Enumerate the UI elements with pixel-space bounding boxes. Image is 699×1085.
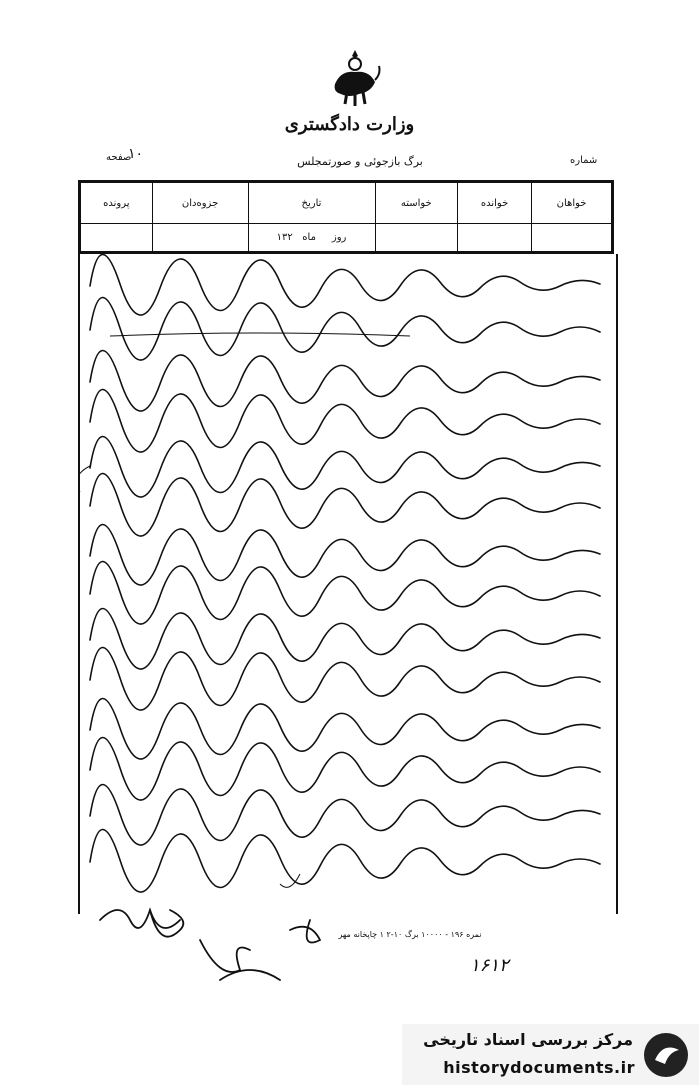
page-number: ۱۰ xyxy=(128,146,144,162)
case-info-table xyxy=(78,180,614,254)
date-cell xyxy=(248,224,375,252)
signature-scribbles xyxy=(90,880,410,1000)
ministry-title: وزارت دادگستری xyxy=(284,114,415,135)
handwritten-ref-number: ۱۶۱۲ xyxy=(470,955,509,976)
year-value: ۱۳۲ xyxy=(276,232,293,243)
handwriting-strokes xyxy=(80,254,616,914)
month-label: ماه xyxy=(302,232,316,243)
header-plaintiff: خواهان xyxy=(532,183,612,224)
header-folder: جزوه‌دان xyxy=(152,183,248,224)
watermark-fa: مرکز بررسی اسناد تاریخی xyxy=(423,1030,633,1049)
watermark xyxy=(402,1024,699,1085)
header-claim: خواسته xyxy=(375,183,458,224)
swirl-logo-icon xyxy=(641,1030,691,1080)
page-label: صفحه xyxy=(106,152,132,163)
watermark-en: historydocuments.ir xyxy=(443,1058,635,1077)
day-label: روز xyxy=(331,232,347,243)
header-case-file: پرونده xyxy=(81,183,153,224)
printer-info: نمره ۱۹۶ - ۱۰۰۰۰ برگ ۱۰-۲ ۱ چاپخانه مهر xyxy=(338,930,482,939)
header-date: تاریخ xyxy=(248,183,375,224)
sheet-label: شماره xyxy=(570,155,598,166)
lion-sun-emblem xyxy=(325,44,385,110)
form-subtitle: برگ بازجوئی و صورتمجلس xyxy=(297,155,423,168)
handwritten-body xyxy=(78,254,618,914)
header-defendant: خوانده xyxy=(458,183,532,224)
